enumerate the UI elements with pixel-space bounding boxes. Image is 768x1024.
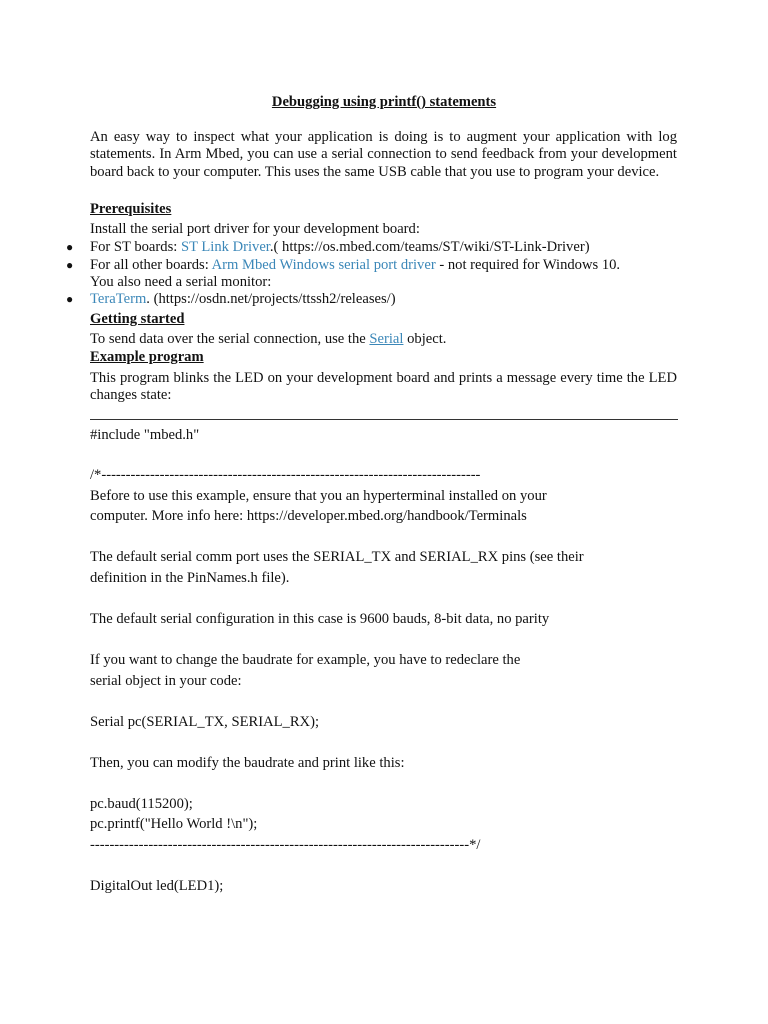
document-title: Debugging using printf() statements [271,94,497,110]
teraterm-link[interactable]: TeraTerm [90,291,147,307]
code-line-6: If you want to change the baudrate for example, you have to redeclare the [90,652,521,668]
code-digitalout: DigitalOut led(LED1); [90,878,224,894]
code-line-10: pc.baud(115200); [90,796,193,812]
code-line-1: Before to use this example, ensure that you an hyperterminal installed on your [90,488,547,504]
getting-started-before: To send data over the serial connection, use the [90,331,370,347]
bullet-icon: ● [66,240,74,254]
code-line-8: Serial pc(SERIAL_TX, SERIAL_RX); [90,714,320,730]
prereq-item-other-suffix: - not required for Windows 10. [435,257,621,273]
code-line-2: computer. More info here: https://developer.mbed.org/handbook/Terminals [90,508,527,524]
intro-paragraph: An easy way to inspect what your application is doing is to augment your application with log statements. In Arm Mbed, you can use a serial connection to send feedback from your development board back to your computer. This uses the same USB cable that you use to program your device. [90,129,677,180]
st-link-driver-link[interactable]: ST Link Driver [180,239,270,255]
prereq-item-other-prefix: For all other boards: [90,257,212,273]
prereq-item-other [90,257,677,274]
code-comment-end: ------------------------------------------------------------------------------*/ [90,837,481,853]
install-text: Install the serial port driver for your development board: [90,221,420,237]
code-line-4: definition in the PinNames.h file). [90,570,290,586]
bullet-icon: ● [66,292,74,306]
horizontal-rule [90,419,678,420]
code-line-9: Then, you can modify the baudrate and print like this: [90,755,405,771]
code-line-11: pc.printf("Hello World !\n"); [90,816,258,832]
example-heading: Example program [90,349,204,365]
prereq-item-st-suffix: .( https://os.mbed.com/teams/ST/wiki/ST-Link-Driver) [269,239,590,255]
prereq-item-st-prefix: For ST boards: [90,239,181,255]
serial-link[interactable]: Serial [369,331,404,347]
code-line-7: serial object in your code: [90,673,242,689]
getting-started-after: object. [403,331,447,347]
example-text: This program blinks the LED on your development board and prints a message every time the LED changes state: [90,370,677,404]
prereq-item-st [90,239,677,256]
prereq-item-teraterm [90,291,677,308]
mbed-serial-driver-link[interactable]: Arm Mbed Windows serial port driver [211,257,436,273]
code-include: #include "mbed.h" [90,427,200,443]
monitor-text: You also need a serial monitor: [90,274,272,290]
bullet-icon: ● [66,258,74,272]
code-comment-start: /*------------------------------------------------------------------------------ [90,467,481,483]
getting-started-text [90,331,677,348]
code-line-3: The default serial comm port uses the SERIAL_TX and SERIAL_RX pins (see their [90,549,584,565]
code-line-5: The default serial configuration in this case is 9600 bauds, 8-bit data, no parity [90,611,550,627]
teraterm-suffix: . (https://osdn.net/projects/ttssh2/releases/) [146,291,396,307]
prerequisites-heading: Prerequisites [90,201,172,217]
getting-started-heading: Getting started [90,311,185,327]
